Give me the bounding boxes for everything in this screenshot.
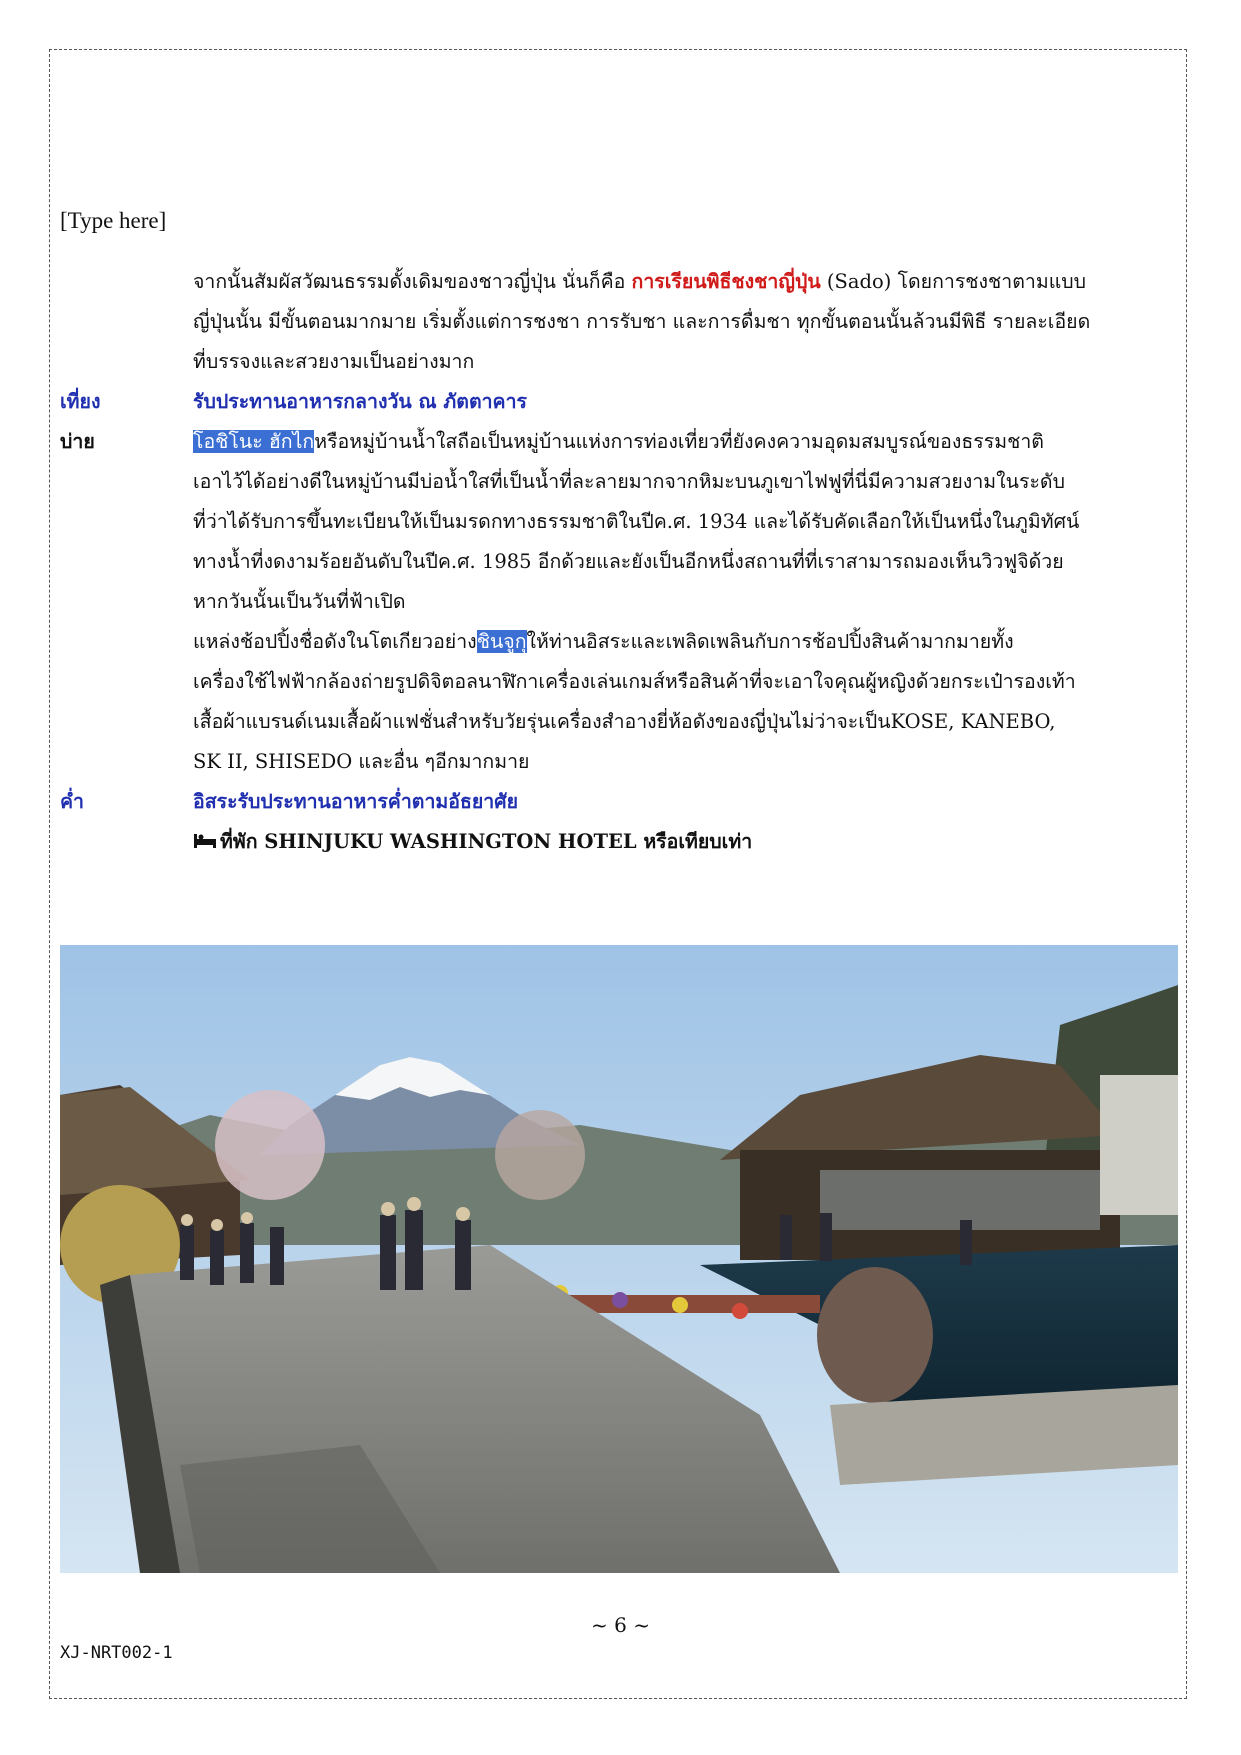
hotel-line xyxy=(60,822,1180,862)
sado-text: จากนั้นสัมผัสวัฒนธรรมดั้งเดิมของชาวญี่ปุ่น นั่นก็คือ xyxy=(193,270,632,293)
tea-ceremony-highlight: การเรียนพิธีชงชาญี่ปุ่น xyxy=(631,270,821,293)
shinjuku-line-4: SK II, SHISEDO และอื่น ๆอีกมากมาย xyxy=(193,750,530,773)
evening-row xyxy=(60,782,1180,822)
shinjuku-line-1: ให้ท่านอิสระและเพลิดเพลินกับการช้อปปิ้งสินค้ามากมายทั้ง xyxy=(526,630,1014,653)
itinerary-content xyxy=(60,262,1180,862)
header-placeholder[interactable]: [Type here] xyxy=(60,208,167,233)
shinjuku-pre: แหล่งช้อปปิ้งชื่อดังในโตเกียวอย่าง xyxy=(193,630,477,653)
afternoon-label: บ่าย xyxy=(60,430,95,453)
sado-line-2: ญี่ปุ่นนั้น มีขั้นตอนมากมาย เริ่มตั้งแต่การชงชา การรับชา และการดื่มชา ทุกขั้นตอนนั้นล้วนมีพิธี รายละเอียด xyxy=(193,310,1091,333)
noon-label: เที่ยง xyxy=(60,390,101,413)
afternoon-row xyxy=(60,422,1180,782)
shinjuku-selected-text[interactable]: ชินจูกุ xyxy=(476,630,527,653)
shinjuku-line-2: เครื่องใช้ไฟฟ้ากล้องถ่ายรูปดิจิตอลนาฬิกาเครื่องเล่นเกมส์หรือสินค้าที่จะเอาใจคุณผู้หญิงด้วยกระเป๋ารองเท้า xyxy=(193,670,1076,693)
document-code: XJ-NRT002-1 xyxy=(60,1643,173,1663)
oshino-hakkai-village-photo xyxy=(60,945,1178,1573)
noon-text: รับประทานอาหารกลางวัน ณ ภัตตาคาร xyxy=(193,390,528,413)
oshino-line-3: ที่ว่าได้รับการขึ้นทะเบียนให้เป็นมรดกทางธรรมชาติในปีค.ศ. 1934 และได้รับคัดเลือกให้เป็นหนึ่งในภูมิทัศน์ xyxy=(193,510,1080,533)
sado-line-3: ที่บรรจงและสวยงามเป็นอย่างมาก xyxy=(193,350,475,373)
shinjuku-line-3: เสื้อผ้าแบรนด์เนมเสื้อผ้าแฟชั่นสำหรับวัยรุ่นเครื่องสำอางยี่ห้อดังของญี่ปุ่นไม่ว่าจะเป็นKOSE, KANEBO, xyxy=(193,710,1056,733)
oshino-selected-text[interactable]: โอชิโนะ ฮักไก xyxy=(193,430,315,453)
oshino-line-4: ทางน้ำที่งดงามร้อยอันดับในปีค.ศ. 1985 อีกด้วยและยังเป็นอีกหนึ่งสถานที่ที่เราสามารถมองเห็นวิวฟูจิด้วย xyxy=(193,550,1064,573)
sado-paragraph xyxy=(60,262,1180,382)
bed-icon xyxy=(193,824,217,842)
afternoon-text xyxy=(193,422,1180,782)
oshino-line-5: หากวันนั้นเป็นวันที่ฟ้าเปิด xyxy=(193,590,406,613)
page-number: ~ 6 ~ xyxy=(591,1613,650,1637)
evening-text: อิสระรับประทานอาหารค่ำตามอัธยาศัย xyxy=(193,790,519,813)
hotel-text: ที่พัก SHINJUKU WASHINGTON HOTEL หรือเทียบเท่า xyxy=(220,830,753,853)
noon-row xyxy=(60,382,1180,422)
oshino-line-2: เอาไว้ได้อย่างดีในหมู่บ้านมีบ่อน้ำใสที่เป็นน้ำที่ละลายมากจากหิมะบนภูเขาไฟฟูที่นี่มีความสวยงามในระดับ xyxy=(193,470,1065,493)
oshino-line-1: หรือหมู่บ้านน้ำใสถือเป็นหมู่บ้านแห่งการท่องเที่ยวที่ยังคงความอุดมสมบูรณ์ของธรรมชาติ xyxy=(314,430,1044,453)
sado-text-rest: (Sado) โดยการชงชาตามแบบ xyxy=(820,270,1087,293)
evening-label: ค่ำ xyxy=(60,790,84,813)
